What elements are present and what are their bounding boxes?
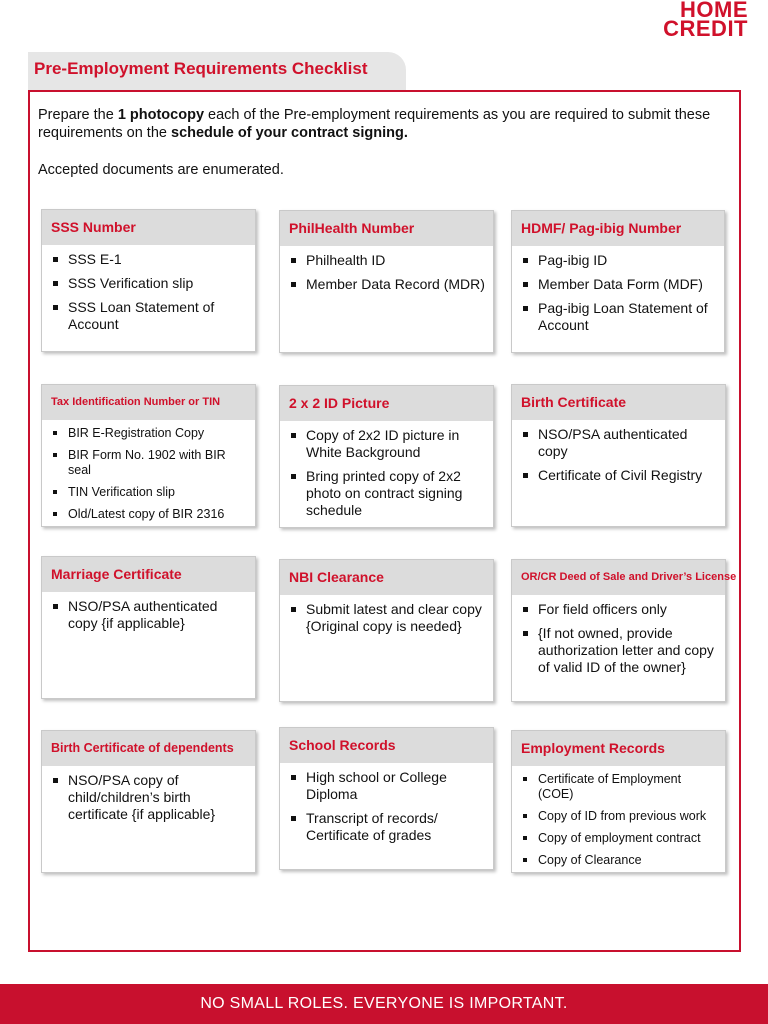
- footer-slogan: NO SMALL ROLES. EVERYONE IS IMPORTANT.: [200, 995, 568, 1012]
- card-school-records: [279, 727, 494, 870]
- card-list: [42, 766, 255, 834]
- card-title: School Records: [280, 728, 493, 763]
- card-title: Birth Certificate of dependents: [42, 731, 255, 766]
- card-title: 2 x 2 ID Picture: [280, 386, 493, 421]
- list-item: Pag-ibig ID: [521, 252, 716, 269]
- list-item: Copy of 2x2 ID picture in White Background: [289, 427, 485, 461]
- list-item: TIN Verification slip: [51, 485, 247, 500]
- card-marriage-certificate: [41, 556, 256, 699]
- title-tab: [28, 52, 406, 90]
- card-philhealth-number: [279, 210, 494, 353]
- intro-text: [38, 106, 728, 179]
- list-item: Transcript of records/ Certificate of grades: [289, 810, 485, 844]
- list-item: Philhealth ID: [289, 252, 485, 269]
- card-list: [280, 246, 493, 304]
- home-credit-logo: [648, 0, 748, 41]
- page-title: Pre-Employment Requirements Checklist: [34, 59, 368, 78]
- list-item: SSS Loan Statement of Account: [51, 299, 247, 333]
- card-employment-records: [511, 730, 726, 873]
- logo-line-home: HOME: [680, 0, 748, 22]
- card-list: [512, 595, 725, 687]
- list-item: Copy of employment contract: [521, 831, 717, 846]
- list-item: SSS E-1: [51, 251, 247, 268]
- list-item: Pag-ibig Loan Statement of Account: [521, 300, 716, 334]
- list-item: For field officers only: [521, 601, 717, 618]
- card-title: Marriage Certificate: [42, 557, 255, 592]
- intro-paragraph-1: Prepare the 1 photocopy each of the Pre-employment requirements as you are required to submit these requirements on the schedule of your contract signing.: [38, 107, 711, 141]
- card-title: Employment Records: [512, 731, 725, 766]
- list-item: Old/Latest copy of BIR 2316: [51, 507, 247, 522]
- intro-paragraph-2: Accepted documents are enumerated.: [38, 162, 284, 178]
- card-title: HDMF/ Pag-ibig Number: [512, 211, 724, 246]
- list-item: BIR E-Registration Copy: [51, 426, 247, 441]
- list-item: NSO/PSA authenticated copy: [521, 426, 717, 460]
- card-list: [280, 763, 493, 855]
- list-item: Member Data Form (MDF): [521, 276, 716, 293]
- card-list: [512, 246, 724, 345]
- list-item: High school or College Diploma: [289, 769, 485, 803]
- card-list: [280, 595, 493, 646]
- card-title: Birth Certificate: [512, 385, 725, 420]
- card-title: SSS Number: [42, 210, 255, 245]
- list-item: NSO/PSA copy of child/children’s birth certificate {if applicable}: [51, 772, 247, 823]
- card-list: [42, 420, 255, 533]
- card-list: [512, 766, 725, 879]
- card-list: [42, 592, 255, 643]
- card-orcr-drivers-license: [511, 559, 737, 702]
- card-title: OR/CR Deed of Sale and Driver’s License: [512, 560, 725, 595]
- list-item: NSO/PSA authenticated copy {if applicable}: [51, 598, 247, 632]
- list-item: Submit latest and clear copy {Original copy is needed}: [289, 601, 485, 635]
- logo-line-credit: CREDIT: [663, 16, 748, 41]
- card-list: [42, 245, 255, 344]
- footer-banner: [0, 984, 768, 1024]
- card-title: PhilHealth Number: [280, 211, 493, 246]
- card-list: [512, 420, 725, 495]
- list-item: Member Data Record (MDR): [289, 276, 485, 293]
- card-list: [280, 421, 493, 530]
- card-hdmf-pagibig-number: [511, 210, 725, 353]
- list-item: SSS Verification slip: [51, 275, 247, 292]
- card-birth-certificate-dependents: [41, 730, 256, 873]
- card-sss-number: [41, 209, 256, 352]
- card-tin: [41, 384, 256, 527]
- list-item: Certificate of Employment (COE): [521, 772, 717, 802]
- card-id-picture: [279, 385, 494, 528]
- card-nbi-clearance: [279, 559, 494, 702]
- card-birth-certificate: [511, 384, 726, 527]
- card-title: Tax Identification Number or TIN: [42, 385, 255, 420]
- list-item: BIR Form No. 1902 with BIR seal: [51, 448, 247, 478]
- list-item: Copy of ID from previous work: [521, 809, 717, 824]
- list-item: Copy of Clearance: [521, 853, 717, 868]
- list-item: Certificate of Civil Registry: [521, 467, 717, 484]
- list-item: {If not owned, provide authorization letter and copy of valid ID of the owner}: [521, 625, 717, 676]
- list-item: Bring printed copy of 2x2 photo on contract signing schedule: [289, 468, 485, 519]
- card-title: NBI Clearance: [280, 560, 493, 595]
